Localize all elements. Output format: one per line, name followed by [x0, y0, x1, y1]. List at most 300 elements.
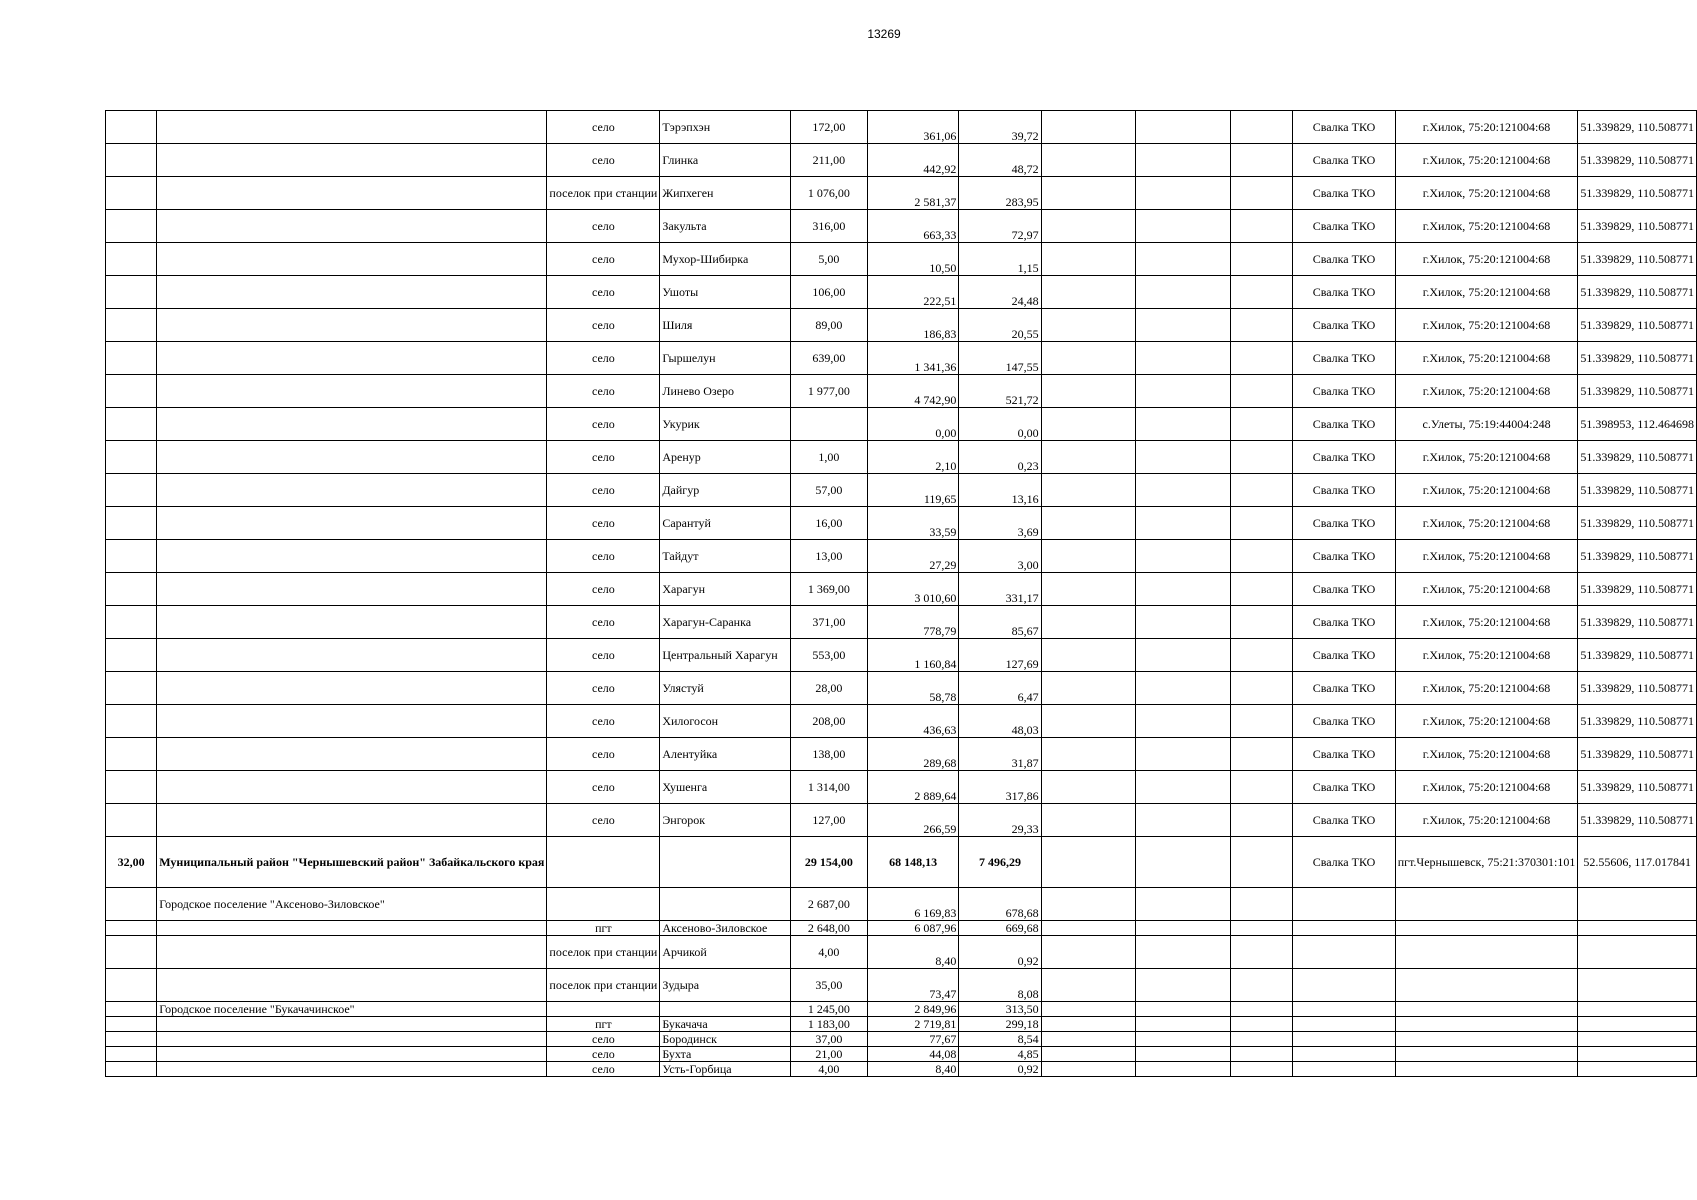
population-cell: 2 648,00 [790, 921, 867, 936]
district-name-cell: Муниципальный район "Чернышевский район" Забайкальского края [157, 837, 547, 888]
waste-volume-cell: 663,33 [867, 210, 959, 243]
settlement-type-cell: село [547, 474, 660, 507]
empty-cell [1041, 441, 1135, 474]
settlement-type-cell: село [547, 243, 660, 276]
settlement-name-cell: Зудыра [660, 969, 790, 1002]
site-location-cell: г.Хилок, 75:20:121004:68 [1395, 573, 1578, 606]
empty-cell [1041, 1032, 1135, 1047]
settlement-name-cell: Харагун-Саранка [660, 606, 790, 639]
settlement-name-cell: Шиля [660, 309, 790, 342]
district-name-cell [157, 342, 547, 375]
table-row [106, 1032, 1697, 1047]
disposal-site-cell: Свалка ТКО [1293, 243, 1395, 276]
table-row [106, 441, 1697, 474]
empty-cell [1135, 969, 1230, 1002]
empty-cell [1041, 210, 1135, 243]
row-number-cell [106, 936, 157, 969]
table-row [106, 540, 1697, 573]
waste-volume-cell: 442,92 [867, 144, 959, 177]
site-location-cell [1395, 1032, 1578, 1047]
disposal-site-cell [1293, 936, 1395, 969]
disposal-site-cell: Свалка ТКО [1293, 672, 1395, 705]
site-coordinates-cell [1578, 969, 1697, 1002]
settlement-name-cell: Дайгур [660, 474, 790, 507]
population-cell: 13,00 [790, 540, 867, 573]
empty-cell [1135, 177, 1230, 210]
site-location-cell: г.Хилок, 75:20:121004:68 [1395, 606, 1578, 639]
waste-volume-cell: 68 148,13 [867, 837, 959, 888]
population-cell: 211,00 [790, 144, 867, 177]
empty-cell [1230, 1002, 1293, 1017]
settlement-type-cell: село [547, 441, 660, 474]
population-cell: 127,00 [790, 804, 867, 837]
waste-mass-cell: 31,87 [959, 738, 1041, 771]
settlement-type-cell: поселок при станции [547, 969, 660, 1002]
empty-cell [1041, 738, 1135, 771]
site-coordinates-cell: 51.339829, 110.508771 [1578, 705, 1697, 738]
empty-cell [1135, 309, 1230, 342]
waste-mass-cell: 147,55 [959, 342, 1041, 375]
population-cell: 553,00 [790, 639, 867, 672]
waste-mass-cell: 4,85 [959, 1047, 1041, 1062]
empty-cell [1230, 474, 1293, 507]
site-location-cell: г.Хилок, 75:20:121004:68 [1395, 540, 1578, 573]
district-name-cell [157, 144, 547, 177]
empty-cell [1230, 705, 1293, 738]
waste-volume-cell: 3 010,60 [867, 573, 959, 606]
disposal-site-cell: Свалка ТКО [1293, 144, 1395, 177]
waste-mass-cell: 13,16 [959, 474, 1041, 507]
site-coordinates-cell: 51.339829, 110.508771 [1578, 540, 1697, 573]
waste-mass-cell: 0,92 [959, 1062, 1041, 1077]
settlement-type-cell: село [547, 672, 660, 705]
empty-cell [1230, 342, 1293, 375]
site-location-cell: г.Хилок, 75:20:121004:68 [1395, 276, 1578, 309]
district-name-cell [157, 276, 547, 309]
disposal-site-cell [1293, 1002, 1395, 1017]
settlement-name-cell: Хилогосон [660, 705, 790, 738]
empty-cell [1135, 705, 1230, 738]
subdivision-name-cell: Городское поселение "Букачачинское" [157, 1002, 547, 1017]
site-coordinates-cell: 51.339829, 110.508771 [1578, 474, 1697, 507]
population-cell: 1,00 [790, 441, 867, 474]
settlement-type-cell: село [547, 210, 660, 243]
disposal-site-cell: Свалка ТКО [1293, 540, 1395, 573]
empty-cell [1230, 639, 1293, 672]
waste-mass-cell: 7 496,29 [959, 837, 1041, 888]
settlement-name-cell: Усть-Горбица [660, 1062, 790, 1077]
empty-cell [1230, 111, 1293, 144]
empty-cell [1135, 771, 1230, 804]
disposal-site-cell: Свалка ТКО [1293, 210, 1395, 243]
empty-cell [1135, 441, 1230, 474]
site-location-cell: г.Хилок, 75:20:121004:68 [1395, 243, 1578, 276]
waste-volume-cell: 6 169,83 [867, 888, 959, 921]
empty-cell [1230, 672, 1293, 705]
disposal-site-cell [1293, 888, 1395, 921]
settlement-name-cell: Бухта [660, 1047, 790, 1062]
site-coordinates-cell: 51.339829, 110.508771 [1578, 243, 1697, 276]
settlement-name-cell: Укурик [660, 408, 790, 441]
empty-cell [1041, 969, 1135, 1002]
table-row [106, 639, 1697, 672]
empty-cell [1230, 1047, 1293, 1062]
settlement-type-cell: поселок при станции [547, 177, 660, 210]
population-cell: 5,00 [790, 243, 867, 276]
site-coordinates-cell: 51.339829, 110.508771 [1578, 804, 1697, 837]
settlement-type-cell: село [547, 804, 660, 837]
empty-cell [1041, 474, 1135, 507]
table-row [106, 243, 1697, 276]
disposal-site-cell [1293, 1062, 1395, 1077]
site-location-cell: г.Хилок, 75:20:121004:68 [1395, 771, 1578, 804]
row-number-cell [106, 507, 157, 540]
site-location-cell: г.Хилок, 75:20:121004:68 [1395, 804, 1578, 837]
disposal-site-cell: Свалка ТКО [1293, 738, 1395, 771]
disposal-site-cell: Свалка ТКО [1293, 474, 1395, 507]
site-location-cell: с.Улеты, 75:19:44004:248 [1395, 408, 1578, 441]
row-number-cell [106, 639, 157, 672]
waste-mass-cell: 331,17 [959, 573, 1041, 606]
waste-volume-cell: 27,29 [867, 540, 959, 573]
row-number-cell [106, 243, 157, 276]
table-row [106, 921, 1697, 936]
empty-cell [1135, 1047, 1230, 1062]
waste-volume-cell: 33,59 [867, 507, 959, 540]
site-coordinates-cell [1578, 921, 1697, 936]
population-cell: 1 183,00 [790, 1017, 867, 1032]
empty-cell [1135, 738, 1230, 771]
empty-cell [1230, 771, 1293, 804]
waste-volume-cell: 266,59 [867, 804, 959, 837]
disposal-site-cell: Свалка ТКО [1293, 276, 1395, 309]
site-coordinates-cell: 51.339829, 110.508771 [1578, 672, 1697, 705]
empty-cell [1135, 408, 1230, 441]
empty-cell [1041, 936, 1135, 969]
empty-cell [1041, 888, 1135, 921]
settlement-type-cell: село [547, 738, 660, 771]
site-coordinates-cell: 51.339829, 110.508771 [1578, 177, 1697, 210]
population-cell: 371,00 [790, 606, 867, 639]
site-coordinates-cell: 51.339829, 110.508771 [1578, 276, 1697, 309]
population-cell: 29 154,00 [790, 837, 867, 888]
row-number-cell [106, 771, 157, 804]
settlement-type-cell: село [547, 507, 660, 540]
waste-mass-cell: 72,97 [959, 210, 1041, 243]
settlement-cell [660, 888, 790, 921]
table-row [106, 342, 1697, 375]
empty-cell [1230, 888, 1293, 921]
subdivision-name-cell: Городское поселение "Аксеново-Зиловское" [157, 888, 547, 921]
row-number-cell [106, 210, 157, 243]
population-cell: 1 245,00 [790, 1002, 867, 1017]
empty-cell [1135, 672, 1230, 705]
empty-cell [1230, 936, 1293, 969]
empty-cell [1135, 1002, 1230, 1017]
waste-mass-cell: 6,47 [959, 672, 1041, 705]
empty-cell [1135, 1062, 1230, 1077]
settlement-type-cell: село [547, 705, 660, 738]
site-location-cell: г.Хилок, 75:20:121004:68 [1395, 111, 1578, 144]
settlement-type-cell: село [547, 309, 660, 342]
district-name-cell [157, 738, 547, 771]
site-coordinates-cell: 51.339829, 110.508771 [1578, 738, 1697, 771]
empty-cell [1230, 804, 1293, 837]
population-cell: 37,00 [790, 1032, 867, 1047]
waste-mass-cell: 39,72 [959, 111, 1041, 144]
disposal-site-cell: Свалка ТКО [1293, 111, 1395, 144]
site-coordinates-cell [1578, 1032, 1697, 1047]
district-name-cell [157, 672, 547, 705]
settlement-name-cell: Алентуйка [660, 738, 790, 771]
empty-cell [1041, 408, 1135, 441]
site-coordinates-cell [1578, 1062, 1697, 1077]
population-cell [790, 408, 867, 441]
empty-cell [1041, 837, 1135, 888]
settlement-type-cell: село [547, 144, 660, 177]
empty-cell [1230, 606, 1293, 639]
disposal-site-cell: Свалка ТКО [1293, 507, 1395, 540]
district-name-cell [157, 804, 547, 837]
empty-cell [1135, 342, 1230, 375]
waste-volume-cell: 6 087,96 [867, 921, 959, 936]
empty-cell [1041, 540, 1135, 573]
settlement-name-cell: Букачача [660, 1017, 790, 1032]
site-location-cell: г.Хилок, 75:20:121004:68 [1395, 507, 1578, 540]
empty-cell [1041, 276, 1135, 309]
table-row [106, 771, 1697, 804]
settlement-name-cell: Линево Озеро [660, 375, 790, 408]
site-location-cell: г.Хилок, 75:20:121004:68 [1395, 672, 1578, 705]
empty-cell [1135, 837, 1230, 888]
waste-volume-cell: 8,40 [867, 1062, 959, 1077]
table-row [106, 111, 1697, 144]
empty-cell [1041, 243, 1135, 276]
district-name-cell [157, 1032, 547, 1047]
empty-cell [1135, 936, 1230, 969]
settlement-name-cell: Энгорок [660, 804, 790, 837]
table-row [106, 1017, 1697, 1032]
district-name-cell [157, 705, 547, 738]
empty-cell [1230, 177, 1293, 210]
waste-volume-cell: 1 341,36 [867, 342, 959, 375]
waste-volume-cell: 1 160,84 [867, 639, 959, 672]
table-row [106, 804, 1697, 837]
population-cell: 138,00 [790, 738, 867, 771]
disposal-site-cell: Свалка ТКО [1293, 639, 1395, 672]
disposal-site-cell [1293, 1017, 1395, 1032]
empty-cell [1230, 276, 1293, 309]
settlement-cell [660, 1002, 790, 1017]
site-location-cell: г.Хилок, 75:20:121004:68 [1395, 342, 1578, 375]
settlement-type-cell: село [547, 639, 660, 672]
waste-mass-cell: 8,54 [959, 1032, 1041, 1047]
district-name-cell [157, 309, 547, 342]
disposal-site-cell [1293, 969, 1395, 1002]
disposal-site-cell: Свалка ТКО [1293, 342, 1395, 375]
site-coordinates-cell: 51.339829, 110.508771 [1578, 507, 1697, 540]
empty-cell [1135, 804, 1230, 837]
site-coordinates-cell [1578, 888, 1697, 921]
row-number-cell [106, 1062, 157, 1077]
empty-cell [1041, 672, 1135, 705]
table-row [106, 606, 1697, 639]
district-name-cell [157, 507, 547, 540]
site-location-cell: г.Хилок, 75:20:121004:68 [1395, 309, 1578, 342]
empty-cell [1041, 309, 1135, 342]
district-name-cell [157, 243, 547, 276]
waste-volume-cell: 0,00 [867, 408, 959, 441]
waste-volume-cell: 8,40 [867, 936, 959, 969]
waste-mass-cell: 127,69 [959, 639, 1041, 672]
empty-cell [1230, 540, 1293, 573]
population-cell: 4,00 [790, 936, 867, 969]
population-cell: 4,00 [790, 1062, 867, 1077]
empty-cell [1041, 507, 1135, 540]
waste-mass-cell: 3,00 [959, 540, 1041, 573]
empty-cell [1041, 144, 1135, 177]
table-row [106, 177, 1697, 210]
waste-mass-cell: 29,33 [959, 804, 1041, 837]
empty-cell [1230, 507, 1293, 540]
settlement-type-cell: пгт [547, 921, 660, 936]
empty-cell [1230, 1032, 1293, 1047]
waste-mass-cell: 678,68 [959, 888, 1041, 921]
settlement-type-cell: село [547, 1032, 660, 1047]
waste-mass-cell: 283,95 [959, 177, 1041, 210]
table-row [106, 210, 1697, 243]
site-coordinates-cell [1578, 1002, 1697, 1017]
empty-cell [1041, 1062, 1135, 1077]
waste-volume-cell: 186,83 [867, 309, 959, 342]
subdivision-row [106, 888, 1697, 921]
district-name-cell [157, 771, 547, 804]
settlement-name-cell: Гыршелун [660, 342, 790, 375]
district-name-cell [157, 375, 547, 408]
empty-cell [1135, 111, 1230, 144]
site-coordinates-cell: 52.55606, 117.017841 [1578, 837, 1697, 888]
waste-volume-cell: 10,50 [867, 243, 959, 276]
site-location-cell: г.Хилок, 75:20:121004:68 [1395, 705, 1578, 738]
empty-cell [1041, 342, 1135, 375]
site-coordinates-cell: 51.339829, 110.508771 [1578, 309, 1697, 342]
settlement-type-cell: село [547, 540, 660, 573]
empty-cell [1135, 888, 1230, 921]
empty-cell [1230, 921, 1293, 936]
subdivision-row [106, 1002, 1697, 1017]
settlements-table [105, 110, 1697, 1077]
empty-cell [1135, 921, 1230, 936]
district-name-cell [157, 540, 547, 573]
site-location-cell [1395, 888, 1578, 921]
district-name-cell [157, 639, 547, 672]
waste-volume-cell: 436,63 [867, 705, 959, 738]
row-number-cell [106, 606, 157, 639]
empty-cell [1041, 921, 1135, 936]
district-name-cell [157, 969, 547, 1002]
empty-cell [1135, 210, 1230, 243]
district-name-cell [157, 1047, 547, 1062]
settlement-type-cell: село [547, 1062, 660, 1077]
population-cell: 208,00 [790, 705, 867, 738]
settlement-name-cell: Бородинск [660, 1032, 790, 1047]
district-name-cell [157, 210, 547, 243]
table-row [106, 573, 1697, 606]
settlement-name-cell: Тайдут [660, 540, 790, 573]
settlement-type-cell: поселок при станции [547, 936, 660, 969]
row-number-cell [106, 888, 157, 921]
waste-volume-cell: 2 889,64 [867, 771, 959, 804]
disposal-site-cell: Свалка ТКО [1293, 606, 1395, 639]
site-location-cell: г.Хилок, 75:20:121004:68 [1395, 144, 1578, 177]
site-coordinates-cell: 51.339829, 110.508771 [1578, 573, 1697, 606]
population-cell: 89,00 [790, 309, 867, 342]
waste-mass-cell: 24,48 [959, 276, 1041, 309]
empty-cell [1230, 408, 1293, 441]
waste-volume-cell: 361,06 [867, 111, 959, 144]
site-coordinates-cell: 51.339829, 110.508771 [1578, 606, 1697, 639]
district-name-cell [157, 1062, 547, 1077]
empty-cell [1230, 969, 1293, 1002]
disposal-site-cell [1293, 1047, 1395, 1062]
waste-mass-cell: 299,18 [959, 1017, 1041, 1032]
table-body [106, 111, 1697, 1077]
population-cell: 57,00 [790, 474, 867, 507]
empty-cell [1135, 243, 1230, 276]
row-number-cell [106, 705, 157, 738]
site-coordinates-cell: 51.339829, 110.508771 [1578, 210, 1697, 243]
empty-cell [1041, 375, 1135, 408]
table-row [106, 309, 1697, 342]
site-location-cell: г.Хилок, 75:20:121004:68 [1395, 177, 1578, 210]
population-cell: 1 076,00 [790, 177, 867, 210]
population-cell: 21,00 [790, 1047, 867, 1062]
disposal-site-cell: Свалка ТКО [1293, 804, 1395, 837]
settlement-type-cell: село [547, 771, 660, 804]
empty-cell [1135, 1032, 1230, 1047]
type-cell [547, 837, 660, 888]
empty-cell [1041, 771, 1135, 804]
population-cell: 172,00 [790, 111, 867, 144]
empty-cell [1041, 111, 1135, 144]
empty-cell [1230, 1062, 1293, 1077]
settlement-cell [660, 837, 790, 888]
settlement-name-cell: Ушоты [660, 276, 790, 309]
table-row [106, 375, 1697, 408]
disposal-site-cell: Свалка ТКО [1293, 408, 1395, 441]
row-number-cell [106, 375, 157, 408]
site-location-cell: г.Хилок, 75:20:121004:68 [1395, 474, 1578, 507]
row-number-cell [106, 738, 157, 771]
table-row [106, 969, 1697, 1002]
population-cell: 35,00 [790, 969, 867, 1002]
waste-mass-cell: 0,23 [959, 441, 1041, 474]
row-number-cell [106, 1017, 157, 1032]
settlement-type-cell: село [547, 111, 660, 144]
site-location-cell [1395, 1002, 1578, 1017]
empty-cell [1230, 441, 1293, 474]
district-name-cell [157, 1017, 547, 1032]
table-row [106, 507, 1697, 540]
settlement-type-cell: село [547, 342, 660, 375]
type-cell [547, 888, 660, 921]
district-name-cell [157, 921, 547, 936]
empty-cell [1041, 1047, 1135, 1062]
site-coordinates-cell: 51.339829, 110.508771 [1578, 144, 1697, 177]
site-location-cell [1395, 1017, 1578, 1032]
empty-cell [1041, 177, 1135, 210]
table-row [106, 144, 1697, 177]
